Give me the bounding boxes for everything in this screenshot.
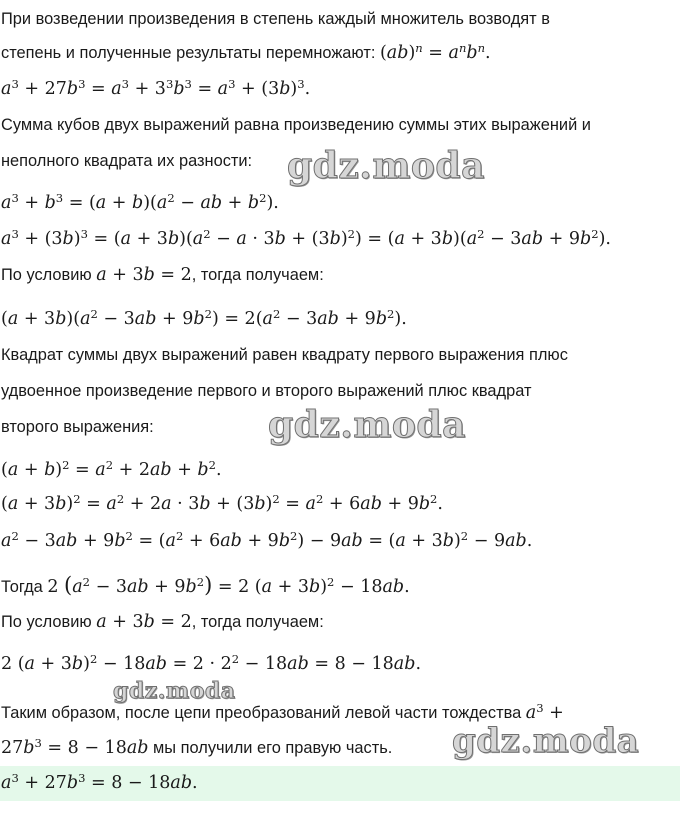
watermark-logo: gdz.moda [113, 678, 236, 704]
text-line: Таким образом, после цепи преобразований левой части тождества $a^3$ + [1, 700, 564, 723]
formula-line: $a^3 + b^3 = (a + b)(a^2$ − ab + $b^2$). [1, 190, 279, 213]
text-fragment: Тогда [1, 578, 48, 596]
formula-line: $a^3 + (3b)^3 = (a + 3b)(a^2 - a \cdot 3b + (3b)^2) = (a + 3b)(a^2 - 3ab + 9b^2)$. [1, 226, 611, 249]
text-line: второго выражения: [1, 418, 154, 436]
formula: $(ab)^n = a^nb^n$. [379, 40, 491, 63]
formula-line: $(a + 3b)^2 = a^2 + 2a \cdot 3b + (3b)^2 = a^2 + 6ab + 9b^2$. [1, 491, 443, 514]
formula-line: 2 $(a + 3b)^2 - 18ab = 2 \cdot 2^2 - 18ab = 8 - 18ab$. [1, 651, 422, 674]
text-fragment: По условию [1, 266, 97, 284]
answer-formula: $a^3 + 27b^3 = 8 - 18ab$. [1, 770, 198, 793]
text-fragment: , тогда получаем: [191, 613, 324, 631]
watermark-logo: gdz.moda [287, 145, 485, 187]
text-fragment: По условию [1, 613, 97, 631]
text-line: удвоенное произведение первого и второго выражений плюс квадрат [1, 382, 532, 400]
formula-line: $(a + b)^2 = a^2 + 2ab + b^2$. [1, 457, 222, 480]
text-line: Тогда 2 $(a^2 - 3ab + 9b^2) = 2$ $(a + 3b)^2 - 18ab$. [1, 573, 410, 597]
text-fragment: Таким образом, после цепи преобразований левой части тождества [1, 704, 526, 722]
formula-line: $a^3 + 27b^3 = a^3 + 3^3b^3 = a^3 + (3b)^3$. [1, 76, 311, 99]
text-line: неполного квадрата их разности: [1, 152, 253, 170]
text-fragment: мы получили его правую часть. [148, 739, 393, 757]
text-line: Сумма кубов двух выражений равна произведению суммы этих выражений и [1, 116, 591, 134]
text-line [1, 40, 491, 63]
text-fragment: , тогда получаем: [191, 266, 324, 284]
text-fragment: степень и полученные результаты перемножают: [1, 44, 380, 62]
text-line: При возведении произведения в степень каждый множитель возводят в [1, 10, 550, 28]
formula-line: $(a + 3b)(a^2 - 3ab + 9b^2) = 2(a^2 - 3ab + 9b^2)$. [1, 306, 407, 329]
text-line: Квадрат суммы двух выражений равен квадрату первого выражения плюс [1, 346, 568, 364]
text-line: $27b^3 = 8 - 18ab$ мы получили его правую часть. [1, 735, 393, 758]
watermark-logo: gdz.moda [452, 721, 640, 761]
text-line: По условию a + 3b = 2, тогда получаем: [1, 612, 324, 632]
watermark-logo: gdz.moda [268, 404, 466, 446]
formula-line: $a^2 - 3ab + 9b^2 = (a^2 + 6ab + 9b^2) - 9ab = (a + 3b)^2 - 9ab$. [1, 528, 533, 551]
text-line: По условию a + 3b = 2, тогда получаем: [1, 265, 324, 285]
